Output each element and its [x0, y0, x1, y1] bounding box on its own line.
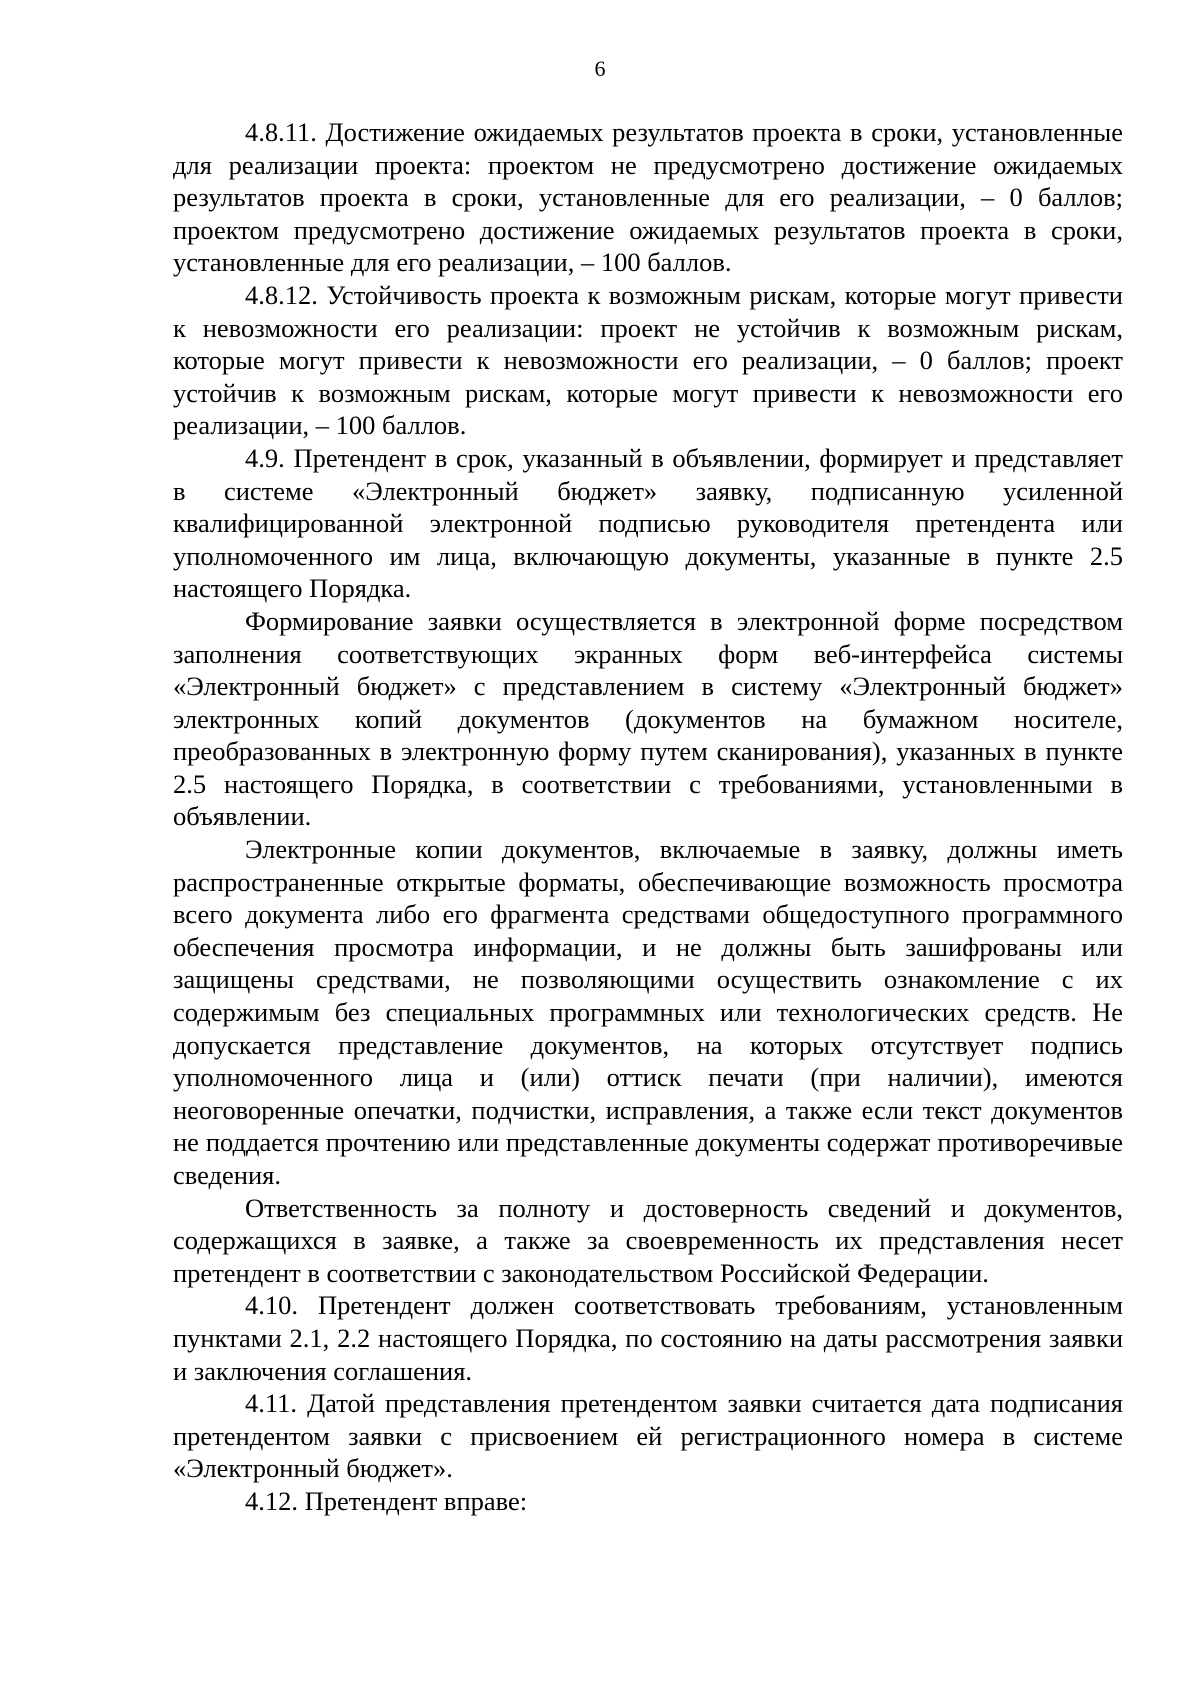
- document-body: [173, 116, 1123, 1518]
- paragraph-4-8-12: 4.8.12. Устойчивость проекта к возможным рискам, которые могут привести к невозможности его реализации: проект не устойчив к возможным рискам, которые могут привести к невозможности его реализации, – 0 баллов; проект устойчив к возможным рискам, которые могут привести к невозможности его реализации, – 100 баллов.: [173, 279, 1123, 441]
- paragraph-4-11: 4.11. Датой представления претендентом заявки считается дата подписания претендентом заявки с присвоением ей регистрационного номера в системе «Электронный бюджет».: [173, 1388, 1123, 1484]
- page-number: 6: [594, 56, 606, 81]
- paragraph-application-forming: Формирование заявки осуществляется в электронной форме посредством заполнения соответствующих экранных форм веб-интерфейса системы «Электронный бюджет» с представлением в систему «Электронный бюджет» электронных копий документов (документов на бумажном носителе, преобразованных в электронную форму путем сканирования), указанных в пункте 2.5 настоящего Порядка, в соответствии с требованиями, установленными в объявлении.: [173, 605, 1123, 832]
- paragraph-4-8-11: 4.8.11. Достижение ожидаемых результатов проекта в сроки, установленные для реализации проекта: проектом не предусмотрено достижение ожидаемых результатов проекта в сроки, установленные для его реализации, – 0 баллов; проектом предусмотрено достижение ожидаемых результатов проекта в сроки, установленные для его реализации, – 100 баллов.: [173, 117, 1123, 278]
- paragraph-4-12: 4.12. Претендент вправе:: [245, 1485, 528, 1516]
- paragraph-responsibility: Ответственность за полноту и достоверность сведений и документов, содержащихся в заявке, а также за своевременность их представления несет претендент в соответствии с законодательством Российской Федерации.: [173, 1192, 1123, 1288]
- paragraph-electronic-copies: Электронные копии документов, включаемые в заявку, должны иметь распространенные открытые форматы, обеспечивающие возможность просмотра всего документа либо его фрагмента средствами общедоступного программного обеспечения просмотра информации, и не должны быть зашифрованы или защищены средствами, не позволяющими осуществить ознакомление с их содержимым без специальных программных или технологических средств. Не допускается представление документов, на которых отсутствует подпись уполномоченного лица и (или) оттиск печати (при наличии), имеются неоговоренные опечатки, подчистки, исправления, а также если текст документов не поддается прочтению или представленные документы содержат противоречивые сведения.: [173, 834, 1123, 1190]
- paragraph-4-10: 4.10. Претендент должен соответствовать требованиям, установленным пунктами 2.1, 2.2 настоящего Порядка, по состоянию на даты рассмотрения заявки и заключения соглашения.: [173, 1290, 1123, 1386]
- paragraph-4-9: 4.9. Претендент в срок, указанный в объявлении, формирует и представляет в системе «Электронный бюджет» заявку, подписанную усиленной квалифицированной электронной подписью руководителя претендента или уполномоченного им лица, включающую документы, указанные в пункте 2.5 настоящего Порядка.: [173, 442, 1123, 604]
